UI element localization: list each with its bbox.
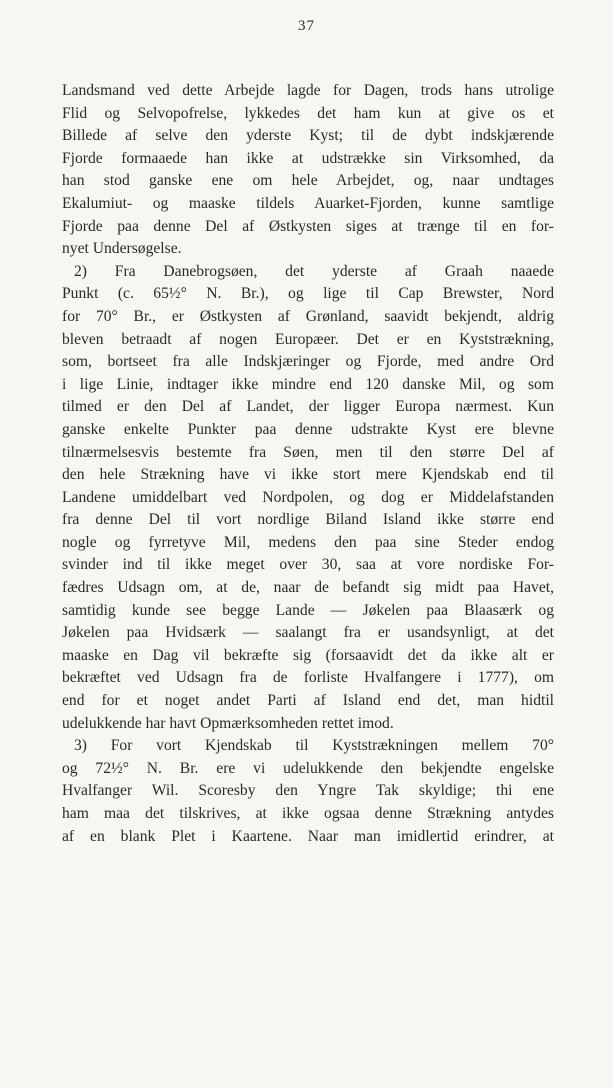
text-line: samtidig kunde see begge Lande — Jøkelen paa Blaasærk og	[62, 601, 554, 619]
text-line: maaske en Dag vil bekræfte sig (forsaavidt det da ikke alt er	[62, 646, 554, 664]
text-line: fædres Udsagn om, at de, naar de befandt sig midt paa Havet,	[62, 579, 554, 597]
text-line: tilmed er den Del af Landet, der ligger Europa nærmest. Kun	[62, 398, 554, 416]
page-number: 37	[298, 18, 315, 34]
text-line: svinder ind til ikke meget over 30, saa at vore nordiske For-	[62, 556, 554, 574]
text-line: Fjorde formaaede han ikke at udstrække sin Virksomhed, da	[62, 149, 554, 167]
text-line: nogle og fyrretyve Mil, medens den paa sine Steder endog	[62, 533, 554, 551]
text-line: Jøkelen paa Hvidsærk — saalangt fra er usandsynligt, at det	[62, 624, 554, 642]
text-line: og 72½° N. Br. ere vi udelukkende den bekjendte engelske	[62, 759, 554, 777]
text-line: som, bortseet fra alle Indskjæringer og Fjorde, med andre Ord	[62, 353, 554, 371]
text-line: end for et noget andet Parti af Island end det, man hidtil	[62, 692, 554, 710]
text-line: fra denne Del til vort nordlige Biland Island ikke større end	[62, 511, 554, 529]
text-line: 3) For vort Kjendskab til Kyststrækningen mellem 70°	[74, 737, 554, 755]
text-line: Ekalumiut- og maaske tildels Auarket-Fjorden, kunne samtlige	[62, 194, 554, 212]
text-line: Punkt (c. 65½° N. Br.), og lige til Cap Brewster, Nord	[62, 285, 554, 303]
text-line: Hvalfanger Wil. Scoresby den Yngre Tak skyldige; thi ene	[62, 782, 554, 800]
text-line: Billede af selve den yderste Kyst; til de dybt indskjærende	[62, 127, 554, 145]
text-line: ham maa det tilskrives, at ikke ogsaa denne Strækning antydes	[62, 805, 554, 822]
text-line: nyet Undersøgelse.	[62, 240, 182, 258]
body-text	[62, 80, 554, 848]
text-line: Fjorde paa denne Del af Østkysten siges at trænge til en for-	[62, 217, 554, 235]
text-line: 2) Fra Danebrogsøen, det yderste af Graah naaede	[74, 262, 554, 280]
text-line: den hele Strækning have vi ikke stort mere Kjendskab end til	[62, 466, 554, 484]
text-line: bekræftet ved Udsagn fra de forliste Hvalfangere i 1777), om	[62, 669, 554, 687]
text-line: bleven betraadt af nogen Europæer. Det er en Kyststrækning,	[62, 330, 554, 348]
text-line: af en blank Plet i Kaartene. Naar man imidlertid erindrer, at	[62, 827, 554, 845]
text-line: i lige Linie, indtager ikke mindre end 120 danske Mil, og som	[62, 375, 554, 393]
text-line: Flid og Selvopofrelse, lykkedes det ham kun at give os et	[62, 104, 554, 122]
text-line: han stod ganske ene om hele Arbejdet, og, naar undtages	[62, 172, 554, 190]
text-line: tilnærmelsesvis bestemte fra Søen, men til den større Del af	[62, 443, 554, 461]
text-line: udelukkende har havt Opmærksomheden rettet imod.	[62, 714, 394, 732]
text-line: Landsmand ved dette Arbejde lagde for Dagen, trods hans utrolige	[62, 82, 554, 99]
text-line: Landene umiddelbart ved Nordpolen, og dog er Middelafstanden	[62, 488, 554, 506]
text-line: ganske enkelte Punkter paa denne udstrakte Kyst ere blevne	[62, 420, 554, 438]
text-line: for 70° Br., er Østkysten af Grønland, saavidt bekjendt, aldrig	[62, 307, 554, 325]
